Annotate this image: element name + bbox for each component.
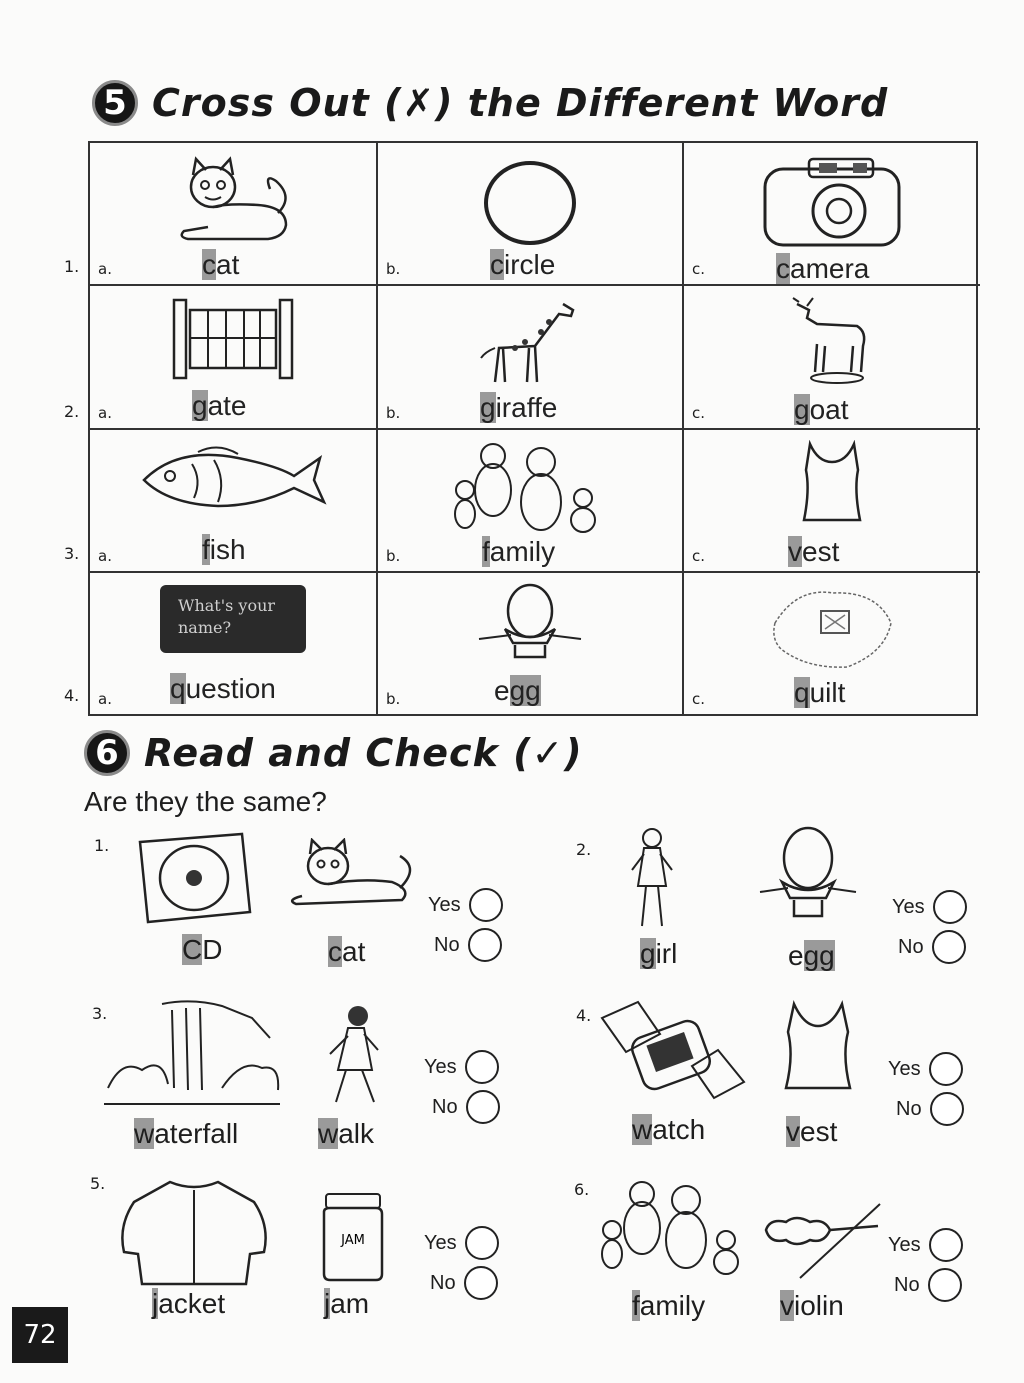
gate-icon [168,296,298,382]
item-number: 1. [94,836,110,855]
section-title-text: Cross Out (✗) the Different Word [152,81,889,125]
yes-option[interactable]: Yes [424,1050,499,1084]
cd-icon [134,830,254,926]
row-number: 1. [64,257,80,276]
word-label: family [482,536,556,567]
word-label: girl [640,938,678,969]
jacket-icon [114,1176,274,1288]
word-cell[interactable] [378,286,684,430]
word-cell[interactable] [90,286,378,430]
word-label: vest [788,536,840,567]
item-number: 6. [574,1180,590,1199]
no-radio[interactable] [466,1090,500,1124]
yes-option[interactable]: Yes [424,1226,499,1260]
no-radio[interactable] [930,1092,964,1126]
option-letter: b. [386,260,401,278]
jam-jar-icon [320,1192,386,1282]
egg-icon [475,583,585,667]
word-cell[interactable] [684,143,980,286]
no-option[interactable]: No [430,1266,498,1300]
no-radio[interactable] [468,928,502,962]
goat-icon [787,296,877,386]
word-label: cat [328,936,366,967]
word-label: egg [494,675,541,706]
fish-icon [138,440,328,520]
no-radio[interactable] [932,930,966,964]
option-letter: c. [692,260,706,278]
section-number-badge: 6 [84,730,130,776]
word-cell[interactable] [378,573,684,714]
word-label: egg [788,940,835,971]
word-label: walk [318,1118,375,1149]
jam-jar-label: JAM [341,1233,365,1248]
word-label: jacket [152,1288,226,1319]
row-number: 4. [64,686,80,705]
word-label: cat [202,249,240,280]
section-6-title [84,730,583,776]
option-letter: b. [386,547,401,565]
word-label: camera [776,253,870,284]
section-number-badge: 5 [92,80,138,126]
word-label: giraffe [480,392,558,423]
question-card-icon: What's your name? [160,585,306,653]
item-number: 4. [576,1006,592,1025]
word-label: jam [324,1288,370,1319]
word-label: circle [490,249,556,280]
cat-icon [168,153,298,245]
camera-icon [757,153,907,249]
page-number: 72 [12,1307,68,1363]
option-letter: a. [98,690,112,708]
word-cell[interactable] [684,286,980,430]
word-label: quilt [794,677,846,708]
word-cell[interactable] [90,143,378,286]
girl-icon [622,826,682,932]
no-option[interactable]: No [432,1090,500,1124]
yes-radio[interactable] [929,1052,963,1086]
word-cell[interactable] [90,573,378,714]
circle-icon [480,153,580,245]
yes-radio[interactable] [933,890,967,924]
yes-option[interactable]: Yes [888,1228,963,1262]
no-radio[interactable] [928,1268,962,1302]
row-number: 3. [64,544,80,563]
item-number: 5. [90,1174,106,1193]
walking-girl-icon [318,1002,388,1110]
item-number: 3. [92,1004,108,1023]
no-option[interactable]: No [898,930,966,964]
yes-radio[interactable] [465,1050,499,1084]
no-option[interactable]: No [434,928,502,962]
cross-out-table [88,141,978,716]
violin-icon [760,1200,884,1280]
option-letter: c. [692,547,706,565]
option-letter: a. [98,260,112,278]
word-cell[interactable] [684,430,980,573]
word-cell[interactable] [378,430,684,573]
word-cell[interactable] [684,573,980,714]
word-cell[interactable] [90,430,378,573]
word-label: gate [192,390,247,421]
option-letter: c. [692,690,706,708]
option-letter: b. [386,690,401,708]
option-letter: b. [386,404,401,422]
quilt-icon [767,583,897,673]
cat-icon [282,838,422,910]
option-letter: c. [692,404,706,422]
section-title-text: Read and Check (✓) [144,731,583,775]
watch-icon [598,1000,748,1106]
word-label: CD [182,934,223,965]
section-5-title [92,80,888,126]
word-label: family [632,1290,706,1321]
word-label: fish [202,534,246,565]
option-letter: a. [98,547,112,565]
bear-family-icon [445,440,615,536]
option-letter: a. [98,404,112,422]
word-label: violin [780,1290,844,1321]
yes-radio[interactable] [469,888,503,922]
vest-icon [776,1000,860,1092]
word-label: waterfall [134,1118,239,1149]
word-label: watch [632,1114,706,1145]
yes-option[interactable]: Yes [428,888,503,922]
no-option[interactable]: No [896,1092,964,1126]
yes-radio[interactable] [929,1228,963,1262]
row-number: 2. [64,402,80,421]
no-option[interactable]: No [894,1268,962,1302]
yes-option[interactable]: Yes [892,890,967,924]
word-label: vest [786,1116,838,1147]
section-subtitle: Are they the same? [84,786,327,817]
yes-option[interactable]: Yes [888,1052,963,1086]
item-number: 2. [576,840,592,859]
vest-icon [792,440,872,524]
word-label: goat [794,394,849,425]
egg-icon [758,826,858,922]
giraffe-icon [475,296,585,386]
word-cell[interactable] [378,143,684,286]
word-label: question [170,673,276,704]
bear-family-icon [594,1178,754,1278]
waterfall-icon [102,998,282,1110]
yes-radio[interactable] [465,1226,499,1260]
no-radio[interactable] [464,1266,498,1300]
